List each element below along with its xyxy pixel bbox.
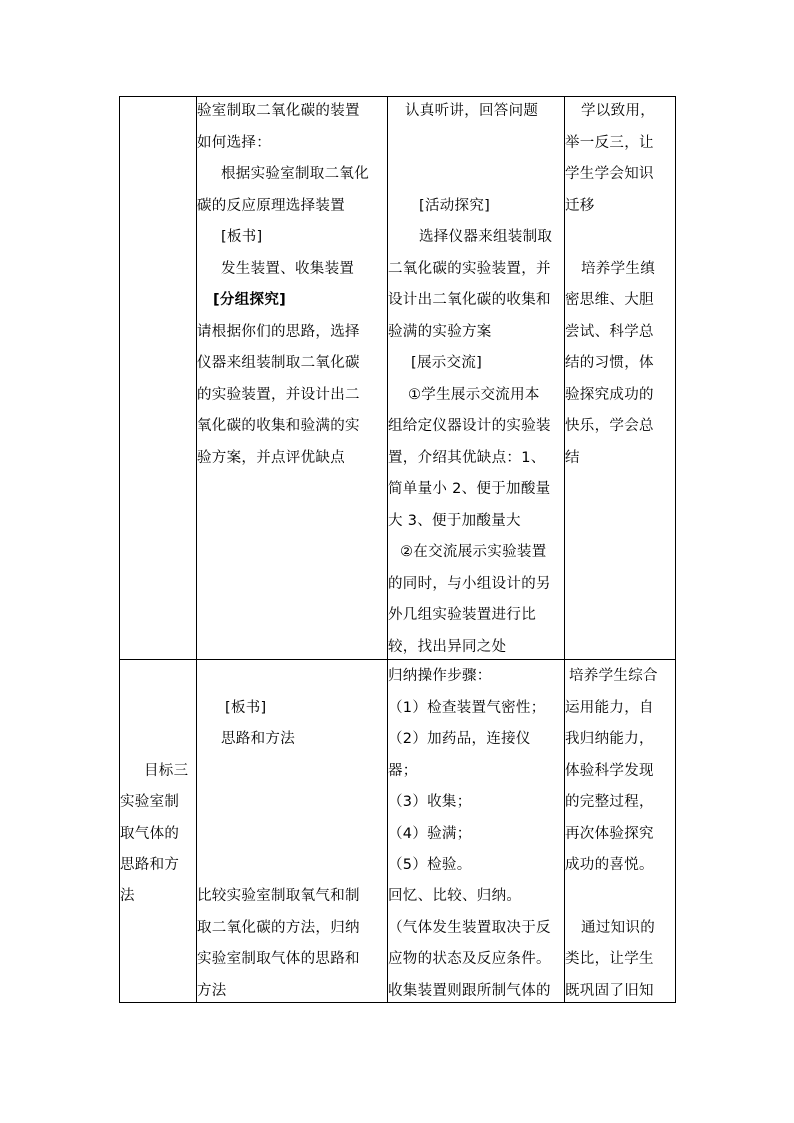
table-border-right xyxy=(675,96,676,1003)
text-line: 二氧化碳的实验装置，并 xyxy=(388,261,551,277)
text-line: 快乐，学会总 xyxy=(565,418,654,434)
text-line: 学以致用， xyxy=(581,103,655,119)
text-line: 培养学生综合 xyxy=(569,668,658,684)
text-line: 根据实验室制取二氧化 xyxy=(221,166,369,182)
objective-label: 思路和方 xyxy=(120,857,180,873)
text-line: （气体发生装置取决于反 xyxy=(388,920,551,936)
text-line: 设计出二氧化碳的收集和 xyxy=(388,292,551,308)
text-line: 的同时，与小组设计的另 xyxy=(388,576,551,592)
text-line: 外几组实验装置进行比 xyxy=(388,607,536,623)
table-border-top xyxy=(119,96,676,97)
objective-label: 目标三 xyxy=(144,763,189,779)
text-line: 发生装置、收集装置 xyxy=(221,261,355,277)
text-line: （2）加药品，连接仪 xyxy=(388,731,531,747)
text-line: 验满的实验方案 xyxy=(388,324,492,340)
text-line: 结 xyxy=(565,450,580,466)
text-line: （3）收集； xyxy=(388,794,472,810)
text-line: 举一反三，让 xyxy=(565,135,654,151)
lesson-plan-table xyxy=(119,96,676,1003)
text-line: （5）检验。 xyxy=(388,857,472,873)
text-line: ②在交流展示实验装置 xyxy=(400,544,547,560)
text-line: （4）验满； xyxy=(388,826,472,842)
text-line: 碳的反应原理选择装置 xyxy=(197,198,345,214)
text-line: 密思维、大胆 xyxy=(565,292,654,308)
objective-label: 法 xyxy=(120,888,135,904)
column-divider-1 xyxy=(196,96,197,1003)
text-line: 选择仪器来组装制取 xyxy=(419,229,553,245)
text-line: 应物的状态及反应条件。 xyxy=(388,951,551,967)
text-line: 验探究成功的 xyxy=(565,387,654,403)
text-line: 验室制取二氧化碳的装置 xyxy=(197,103,360,119)
text-line: 仪器来组装制取二氧化碳 xyxy=(197,355,360,371)
objective-label: 取气体的 xyxy=(120,826,180,842)
text-line: 类比，让学生 xyxy=(565,951,654,967)
text-line: 方法 xyxy=(197,983,227,999)
text-line: 思路和方法 xyxy=(221,731,295,747)
text-line: 的完整过程， xyxy=(565,794,654,810)
text-line: 组给定仪器设计的实验装 xyxy=(388,418,551,434)
text-line: [板书] xyxy=(225,700,267,716)
text-line: [活动探究] xyxy=(419,198,491,214)
text-line: 培养学生缜 xyxy=(581,261,655,277)
text-line: 较，找出异同之处 xyxy=(388,639,507,655)
text-line: 器； xyxy=(388,763,418,779)
text-line: 的实验装置，并设计出二 xyxy=(197,387,360,403)
text-line: ①学生展示交流用本 xyxy=(408,387,540,403)
text-line: 取二氧化碳的方法，归纳 xyxy=(197,920,360,936)
text-line: [展示交流] xyxy=(411,355,483,371)
text-line: 既巩固了旧知 xyxy=(565,983,654,999)
text-line: 归纳操作步骤： xyxy=(388,668,492,684)
text-line: [板书] xyxy=(221,229,263,245)
text-line: 收集装置则跟所制气体的 xyxy=(388,983,551,999)
text-line: 请根据你们的思路，选择 xyxy=(197,324,360,340)
text-line: 简单量小 2、便于加酸量 xyxy=(388,481,551,497)
text-line: 实验室制取气体的思路和 xyxy=(197,951,360,967)
text-line: 比较实验室制取氧气和制 xyxy=(197,888,360,904)
text-line: 体验科学发现 xyxy=(565,763,654,779)
text-line: 置，介绍其优缺点：1、 xyxy=(388,450,546,466)
text-line: 验方案，并点评优缺点 xyxy=(197,450,345,466)
text-line: 结的习惯，体 xyxy=(565,355,654,371)
text-line: 通过知识的 xyxy=(581,920,655,936)
text-line: 认真听讲，回答问题 xyxy=(405,103,539,119)
text-line: 再次体验探究 xyxy=(565,826,654,842)
text-line: 运用能力，自 xyxy=(565,700,654,716)
text-line: 学生学会知识 xyxy=(565,166,654,182)
text-line: 成功的喜悦。 xyxy=(565,857,654,873)
objective-label: 实验室制 xyxy=(120,794,180,810)
text-line: 尝试、科学总 xyxy=(565,324,654,340)
text-line: 迁移 xyxy=(565,198,595,214)
row-divider xyxy=(119,659,676,660)
section-heading: [分组探究] xyxy=(213,292,287,308)
text-line: 如何选择： xyxy=(197,135,271,151)
text-line: （1）检查装置气密性； xyxy=(388,700,546,716)
text-line: 回忆、比较、归纳。 xyxy=(388,888,522,904)
text-line: 大 3、便于加酸量大 xyxy=(388,513,521,529)
text-line: 氧化碳的收集和验满的实 xyxy=(197,418,360,434)
text-line: 我归纳能力， xyxy=(565,731,654,747)
table-border-bottom xyxy=(119,1002,676,1003)
